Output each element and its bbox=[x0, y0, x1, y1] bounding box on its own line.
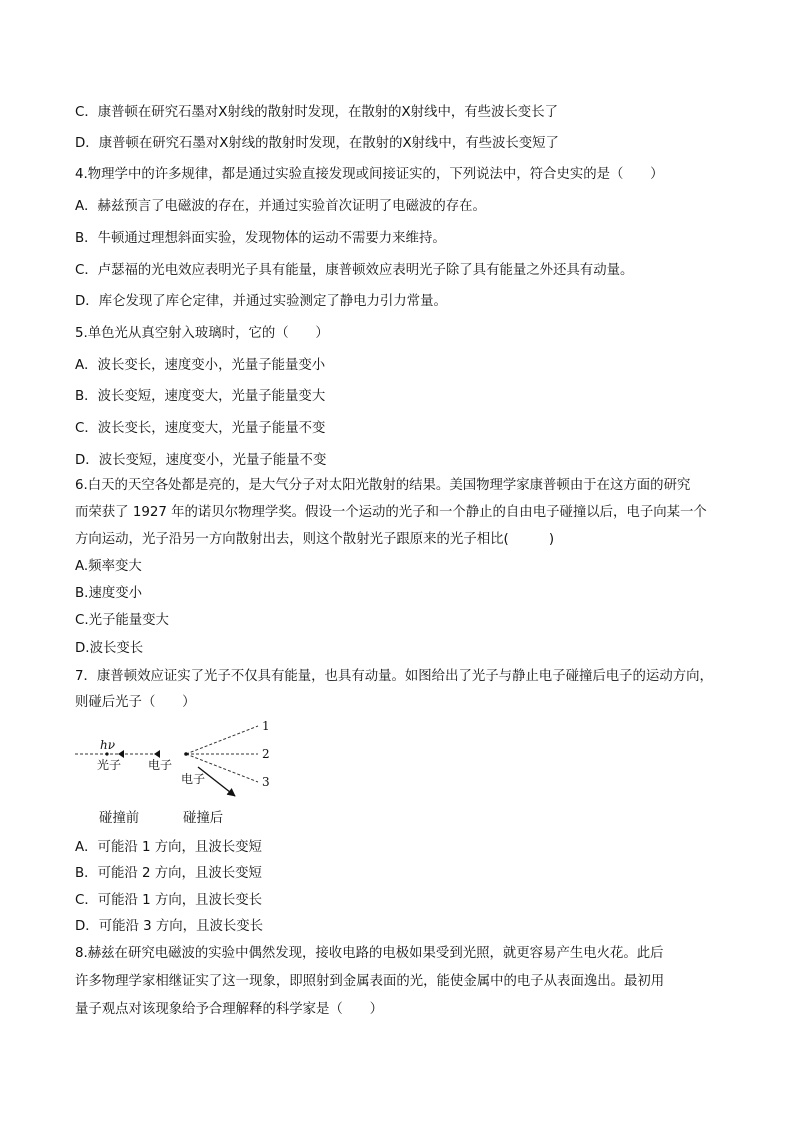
direction-2-label: 2 bbox=[262, 747, 270, 761]
q7-option-b: B．可能沿 2 方向，且波长变短 bbox=[75, 866, 262, 881]
q4-option-c: C．卢瑟福的光电效应表明光子具有能量，康普顿效应表明光子除了具有能量之外还具有动量。 bbox=[75, 263, 634, 278]
q6-option-b: B.速度变小 bbox=[75, 586, 143, 601]
q7-stem-line-2: 则碰后光子（ ） bbox=[75, 695, 196, 710]
photon-arrow-1 bbox=[118, 750, 124, 758]
photon-energy-label: hν bbox=[100, 738, 116, 752]
q3-option-c: C．康普顿在研究石墨对Ⅹ射线的散射时发现，在散射的Ⅹ射线中，有些波长变长了 bbox=[75, 105, 558, 120]
q5-option-b: B．波长变短，速度变大，光量子能量变大 bbox=[75, 389, 326, 404]
direction-1-line bbox=[186, 726, 258, 754]
q8-stem-line-1: 8.赫兹在研究电磁波的实验中偶然发现，接收电路的电极如果受到光照，就更容易产生电火花。此后 bbox=[75, 946, 664, 961]
electron-label: 电子 bbox=[148, 758, 173, 772]
q7-option-c: C．可能沿 1 方向，且波长变长 bbox=[75, 893, 263, 908]
q6-stem-line-3: 方向运动，光子沿另一方向散射出去，则这个散射光子跟原来的光子相比( ) bbox=[75, 532, 555, 547]
q8-stem-line-3: 量子观点对该现象给予合理解释的科学家是（ ） bbox=[75, 1002, 383, 1017]
q8-stem-line-2: 许多物理学家相继证实了这一现象，即照射到金属表面的光，能使金属中的电子从表面逸出。最初用 bbox=[75, 974, 665, 989]
q7-option-a: A．可能沿 1 方向，且波长变短 bbox=[75, 840, 262, 855]
photon-arrow-2 bbox=[154, 750, 160, 758]
q4-option-d: D．库仑发现了库仑定律，并通过实验测定了静电力引力常量。 bbox=[75, 294, 447, 309]
q6-stem-line-1: 6.白天的天空各处都是亮的，是大气分子对太阳光散射的结果。美国物理学家康普顿由于在这方面的研究 bbox=[75, 478, 691, 493]
q6-option-a: A.频率变大 bbox=[75, 559, 142, 574]
photon-dot bbox=[105, 752, 108, 755]
q7-stem-line-1: 7．康普顿效应证实了光子不仅具有能量，也具有动量。如图给出了光子与静止电子碰撞后电子的运动方向， bbox=[75, 669, 713, 684]
direction-3-label: 3 bbox=[262, 775, 270, 789]
caption-after-collision: 碰撞后 bbox=[183, 811, 224, 826]
q5-stem: 5.单色光从真空射入玻璃时，它的（ ） bbox=[75, 326, 329, 341]
q3-option-d: D．康普顿在研究石墨对Ⅹ射线的散射时发现，在散射的Ⅹ射线中，有些波长变短了 bbox=[75, 136, 559, 151]
q6-option-c: C.光子能量变大 bbox=[75, 613, 169, 628]
electron-dot bbox=[184, 752, 188, 756]
q5-option-c: C．波长变长，速度变大，光量子能量不变 bbox=[75, 421, 326, 436]
direction-1-label: 1 bbox=[262, 719, 270, 733]
compton-scattering-diagram bbox=[70, 712, 290, 798]
electron-after-label: 电子 bbox=[181, 772, 206, 786]
q5-option-d: D．波长变短，速度变小，光量子能量不变 bbox=[75, 453, 327, 468]
q5-option-a: A．波长变长，速度变小，光量子能量变小 bbox=[75, 358, 326, 373]
q6-stem-line-2: 而荣获了 1927 年的诺贝尔物理学奖。假设一个运动的光子和一个静止的自由电子碰撞以后，电子向某一个 bbox=[75, 505, 707, 520]
q4-option-a: A．赫兹预言了电磁波的存在，并通过实验首次证明了电磁波的存在。 bbox=[75, 199, 486, 214]
photon-label: 光子 bbox=[97, 758, 122, 772]
q4-option-b: B．牛顿通过理想斜面实验，发现物体的运动不需要力来维持。 bbox=[75, 231, 446, 246]
caption-before-collision: 碰撞前 bbox=[99, 811, 140, 826]
q4-stem: 4.物理学中的许多规律，都是通过实验直接发现或间接证实的，下列说法中，符合史实的是（ ） bbox=[75, 167, 664, 182]
q7-option-d: D．可能沿 3 方向，且波长变长 bbox=[75, 919, 264, 934]
q6-option-d: D.波长变长 bbox=[75, 641, 144, 656]
